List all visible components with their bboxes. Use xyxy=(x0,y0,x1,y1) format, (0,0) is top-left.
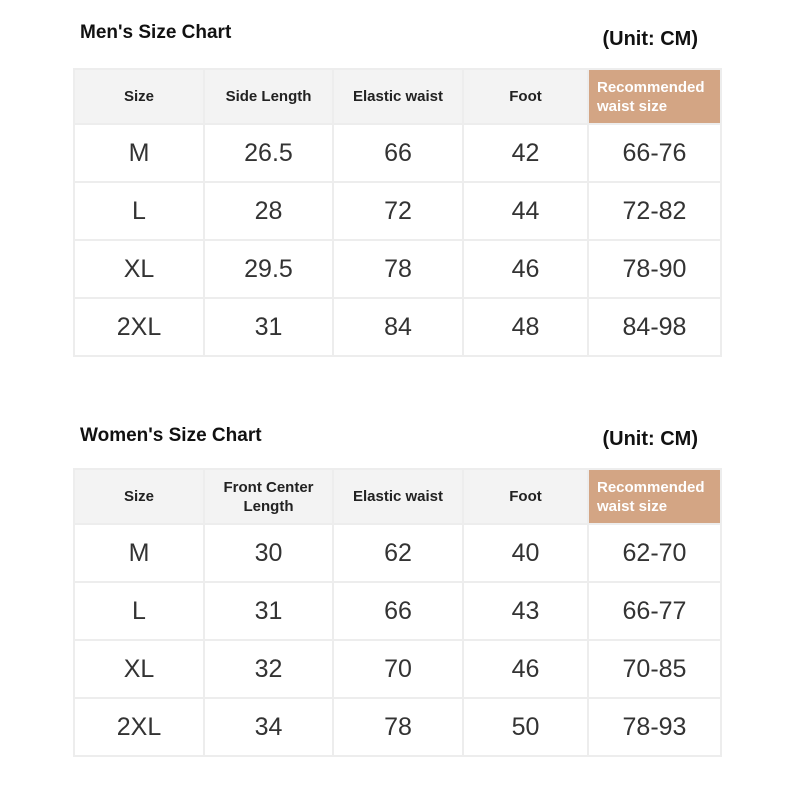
women-chart-title: Women's Size Chart xyxy=(80,425,262,446)
cell-front-center-length: 32 xyxy=(204,640,333,698)
cell-recommended-waist: 62-70 xyxy=(588,524,721,582)
table-row xyxy=(74,698,721,756)
table-row xyxy=(74,298,721,356)
cell-side-length: 26.5 xyxy=(204,124,333,182)
cell-size: L xyxy=(74,182,204,240)
header-size: Size xyxy=(74,469,204,524)
cell-elastic-waist: 78 xyxy=(333,240,463,298)
women-size-table xyxy=(73,468,722,757)
cell-size: M xyxy=(74,524,204,582)
cell-side-length: 31 xyxy=(204,298,333,356)
cell-front-center-length: 30 xyxy=(204,524,333,582)
cell-elastic-waist: 84 xyxy=(333,298,463,356)
cell-foot: 43 xyxy=(463,582,588,640)
cell-elastic-waist: 72 xyxy=(333,182,463,240)
table-row xyxy=(74,182,721,240)
cell-elastic-waist: 66 xyxy=(333,124,463,182)
header-foot: Foot xyxy=(463,69,588,124)
table-row xyxy=(74,640,721,698)
men-size-table xyxy=(73,68,722,357)
cell-recommended-waist: 66-77 xyxy=(588,582,721,640)
cell-elastic-waist: 78 xyxy=(333,698,463,756)
cell-size: L xyxy=(74,582,204,640)
cell-elastic-waist: 70 xyxy=(333,640,463,698)
cell-front-center-length: 31 xyxy=(204,582,333,640)
cell-recommended-waist: 84-98 xyxy=(588,298,721,356)
cell-recommended-waist: 72-82 xyxy=(588,182,721,240)
cell-front-center-length: 34 xyxy=(204,698,333,756)
cell-side-length: 29.5 xyxy=(204,240,333,298)
header-elastic-waist: Elastic waist xyxy=(333,69,463,124)
header-elastic-waist: Elastic waist xyxy=(333,469,463,524)
cell-foot: 44 xyxy=(463,182,588,240)
cell-elastic-waist: 62 xyxy=(333,524,463,582)
cell-size: 2XL xyxy=(74,698,204,756)
header-size: Size xyxy=(74,69,204,124)
header-side-length: Side Length xyxy=(204,69,333,124)
cell-size: 2XL xyxy=(74,298,204,356)
cell-recommended-waist: 78-90 xyxy=(588,240,721,298)
cell-elastic-waist: 66 xyxy=(333,582,463,640)
cell-size: XL xyxy=(74,240,204,298)
table-row xyxy=(74,524,721,582)
cell-size: M xyxy=(74,124,204,182)
women-chart-unit: (Unit: CM) xyxy=(602,428,698,450)
cell-foot: 40 xyxy=(463,524,588,582)
cell-foot: 46 xyxy=(463,640,588,698)
cell-recommended-waist: 78-93 xyxy=(588,698,721,756)
cell-foot: 42 xyxy=(463,124,588,182)
cell-recommended-waist: 70-85 xyxy=(588,640,721,698)
cell-foot: 50 xyxy=(463,698,588,756)
table-row xyxy=(74,124,721,182)
table-row xyxy=(74,582,721,640)
cell-recommended-waist: 66-76 xyxy=(588,124,721,182)
cell-side-length: 28 xyxy=(204,182,333,240)
cell-foot: 48 xyxy=(463,298,588,356)
header-front-center-length: Front Center Length xyxy=(204,469,333,524)
table-row xyxy=(74,240,721,298)
table-header-row xyxy=(74,469,721,524)
header-foot: Foot xyxy=(463,469,588,524)
men-chart-unit: (Unit: CM) xyxy=(602,28,698,50)
header-recommended-waist: Recommended waist size xyxy=(588,469,721,524)
men-chart-title: Men's Size Chart xyxy=(80,22,232,43)
header-recommended-waist: Recommended waist size xyxy=(588,69,721,124)
cell-size: XL xyxy=(74,640,204,698)
table-header-row xyxy=(74,69,721,124)
cell-foot: 46 xyxy=(463,240,588,298)
